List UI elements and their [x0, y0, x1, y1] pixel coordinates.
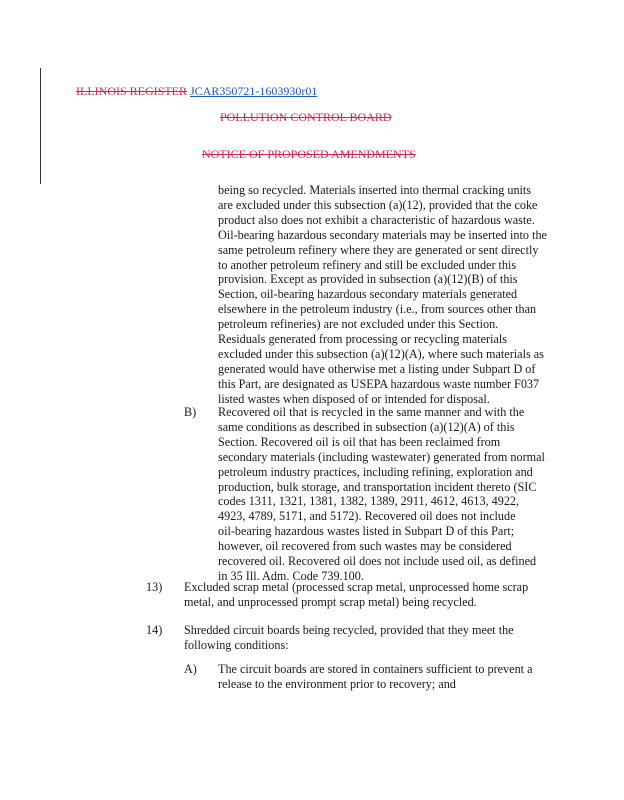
- text-line: excluded under this subsection (a)(12)(A), where such materials as: [218, 346, 544, 361]
- text-line: Section. Recovered oil is oil that has been reclaimed from: [218, 434, 501, 449]
- text-line: product also does not exhibit a characteristic of hazardous waste.: [218, 212, 535, 227]
- text-line: this Part, are designated as USEPA hazardous waste number F037: [218, 376, 540, 391]
- text-line: same conditions as described in subsection (a)(12)(A) of this: [218, 419, 515, 434]
- notice-header: [202, 147, 416, 161]
- text-line: 4923, 4789, 5171, and 5172). Recovered oil does not include: [218, 509, 516, 524]
- text-line: Shredded circuit boards being recycled, provided that they meet the: [184, 623, 514, 637]
- item-14-label: 14): [146, 623, 163, 637]
- text-line: Oil-bearing hazardous secondary materials may be inserted into the: [218, 227, 547, 242]
- register-struck: ILLINOIS REGISTER: [76, 84, 187, 98]
- item-13-label: 13): [146, 580, 163, 594]
- text-line: secondary materials (including wastewater) generated from normal: [218, 449, 545, 464]
- item-b-text: [218, 405, 545, 584]
- item-a-text: [218, 662, 533, 692]
- change-bar: [40, 68, 41, 184]
- text-line: production, bulk storage, and transportation incident thereto (SIC: [218, 479, 537, 494]
- text-line: following conditions:: [184, 637, 289, 652]
- text-line: metal, and unprocessed prompt scrap metal) being recycled.: [184, 594, 477, 609]
- board-struck: POLLUTION CONTROL BOARD: [220, 110, 392, 124]
- board-header: [220, 110, 392, 124]
- text-line: same petroleum refinery where they are generated or sent directly: [218, 242, 539, 257]
- text-line: codes 1311, 1321, 1381, 1382, 1389, 2911, 4612, 4613, 4922,: [218, 494, 520, 509]
- item-a-label: A): [184, 662, 197, 676]
- text-line: petroleum industry practices, including refining, exploration and: [218, 464, 533, 479]
- text-line: The circuit boards are stored in containers sufficient to prevent a: [218, 662, 533, 676]
- notice-struck: NOTICE OF PROPOSED AMENDMENTS: [202, 147, 416, 161]
- text-line: Excluded scrap metal (processed scrap metal, unprocessed home scrap: [184, 580, 529, 594]
- text-line: elsewhere in the petroleum industry (i.e., from sources other than: [218, 302, 537, 317]
- text-line: Recovered oil that is recycled in the same manner and with the: [218, 405, 525, 419]
- text-line: recovered oil. Recovered oil does not include used oil, as defined: [218, 554, 537, 569]
- text-line: listed wastes when disposed of or intended for disposal.: [218, 391, 490, 406]
- text-line: Residuals generated from processing or recycling materials: [218, 332, 508, 347]
- text-line: being so recycled. Materials inserted into thermal cracking units: [218, 183, 532, 197]
- item-14-text: [184, 623, 514, 653]
- item-b-label: B): [184, 405, 197, 419]
- text-line: oil-bearing hazardous wastes listed in Subpart D of this Part;: [218, 524, 515, 539]
- register-inserted: JCAR350721-1603930r01: [190, 84, 318, 98]
- register-header: [76, 84, 317, 98]
- text-line: generated would have otherwise met a listing under Subpart D of: [218, 361, 536, 376]
- text-line: to another petroleum refinery and still be excluded under this: [218, 257, 517, 272]
- text-line: are excluded under this subsection (a)(12), provided that the coke: [218, 197, 538, 212]
- text-line: provision. Except as provided in subsection (a)(12)(B) of this: [218, 272, 518, 287]
- item-13-text: [184, 580, 528, 610]
- text-line: release to the environment prior to recovery; and: [218, 676, 456, 691]
- text-line: Section, oil-bearing hazardous secondary materials generated: [218, 287, 518, 302]
- paragraph-a12a-continued: [218, 183, 547, 407]
- text-line: however, oil recovered from such wastes may be considered: [218, 539, 512, 554]
- text-line: in 35 Ill. Adm. Code 739.100.: [218, 568, 364, 583]
- text-line: petroleum refineries) are not excluded under this Section.: [218, 317, 499, 332]
